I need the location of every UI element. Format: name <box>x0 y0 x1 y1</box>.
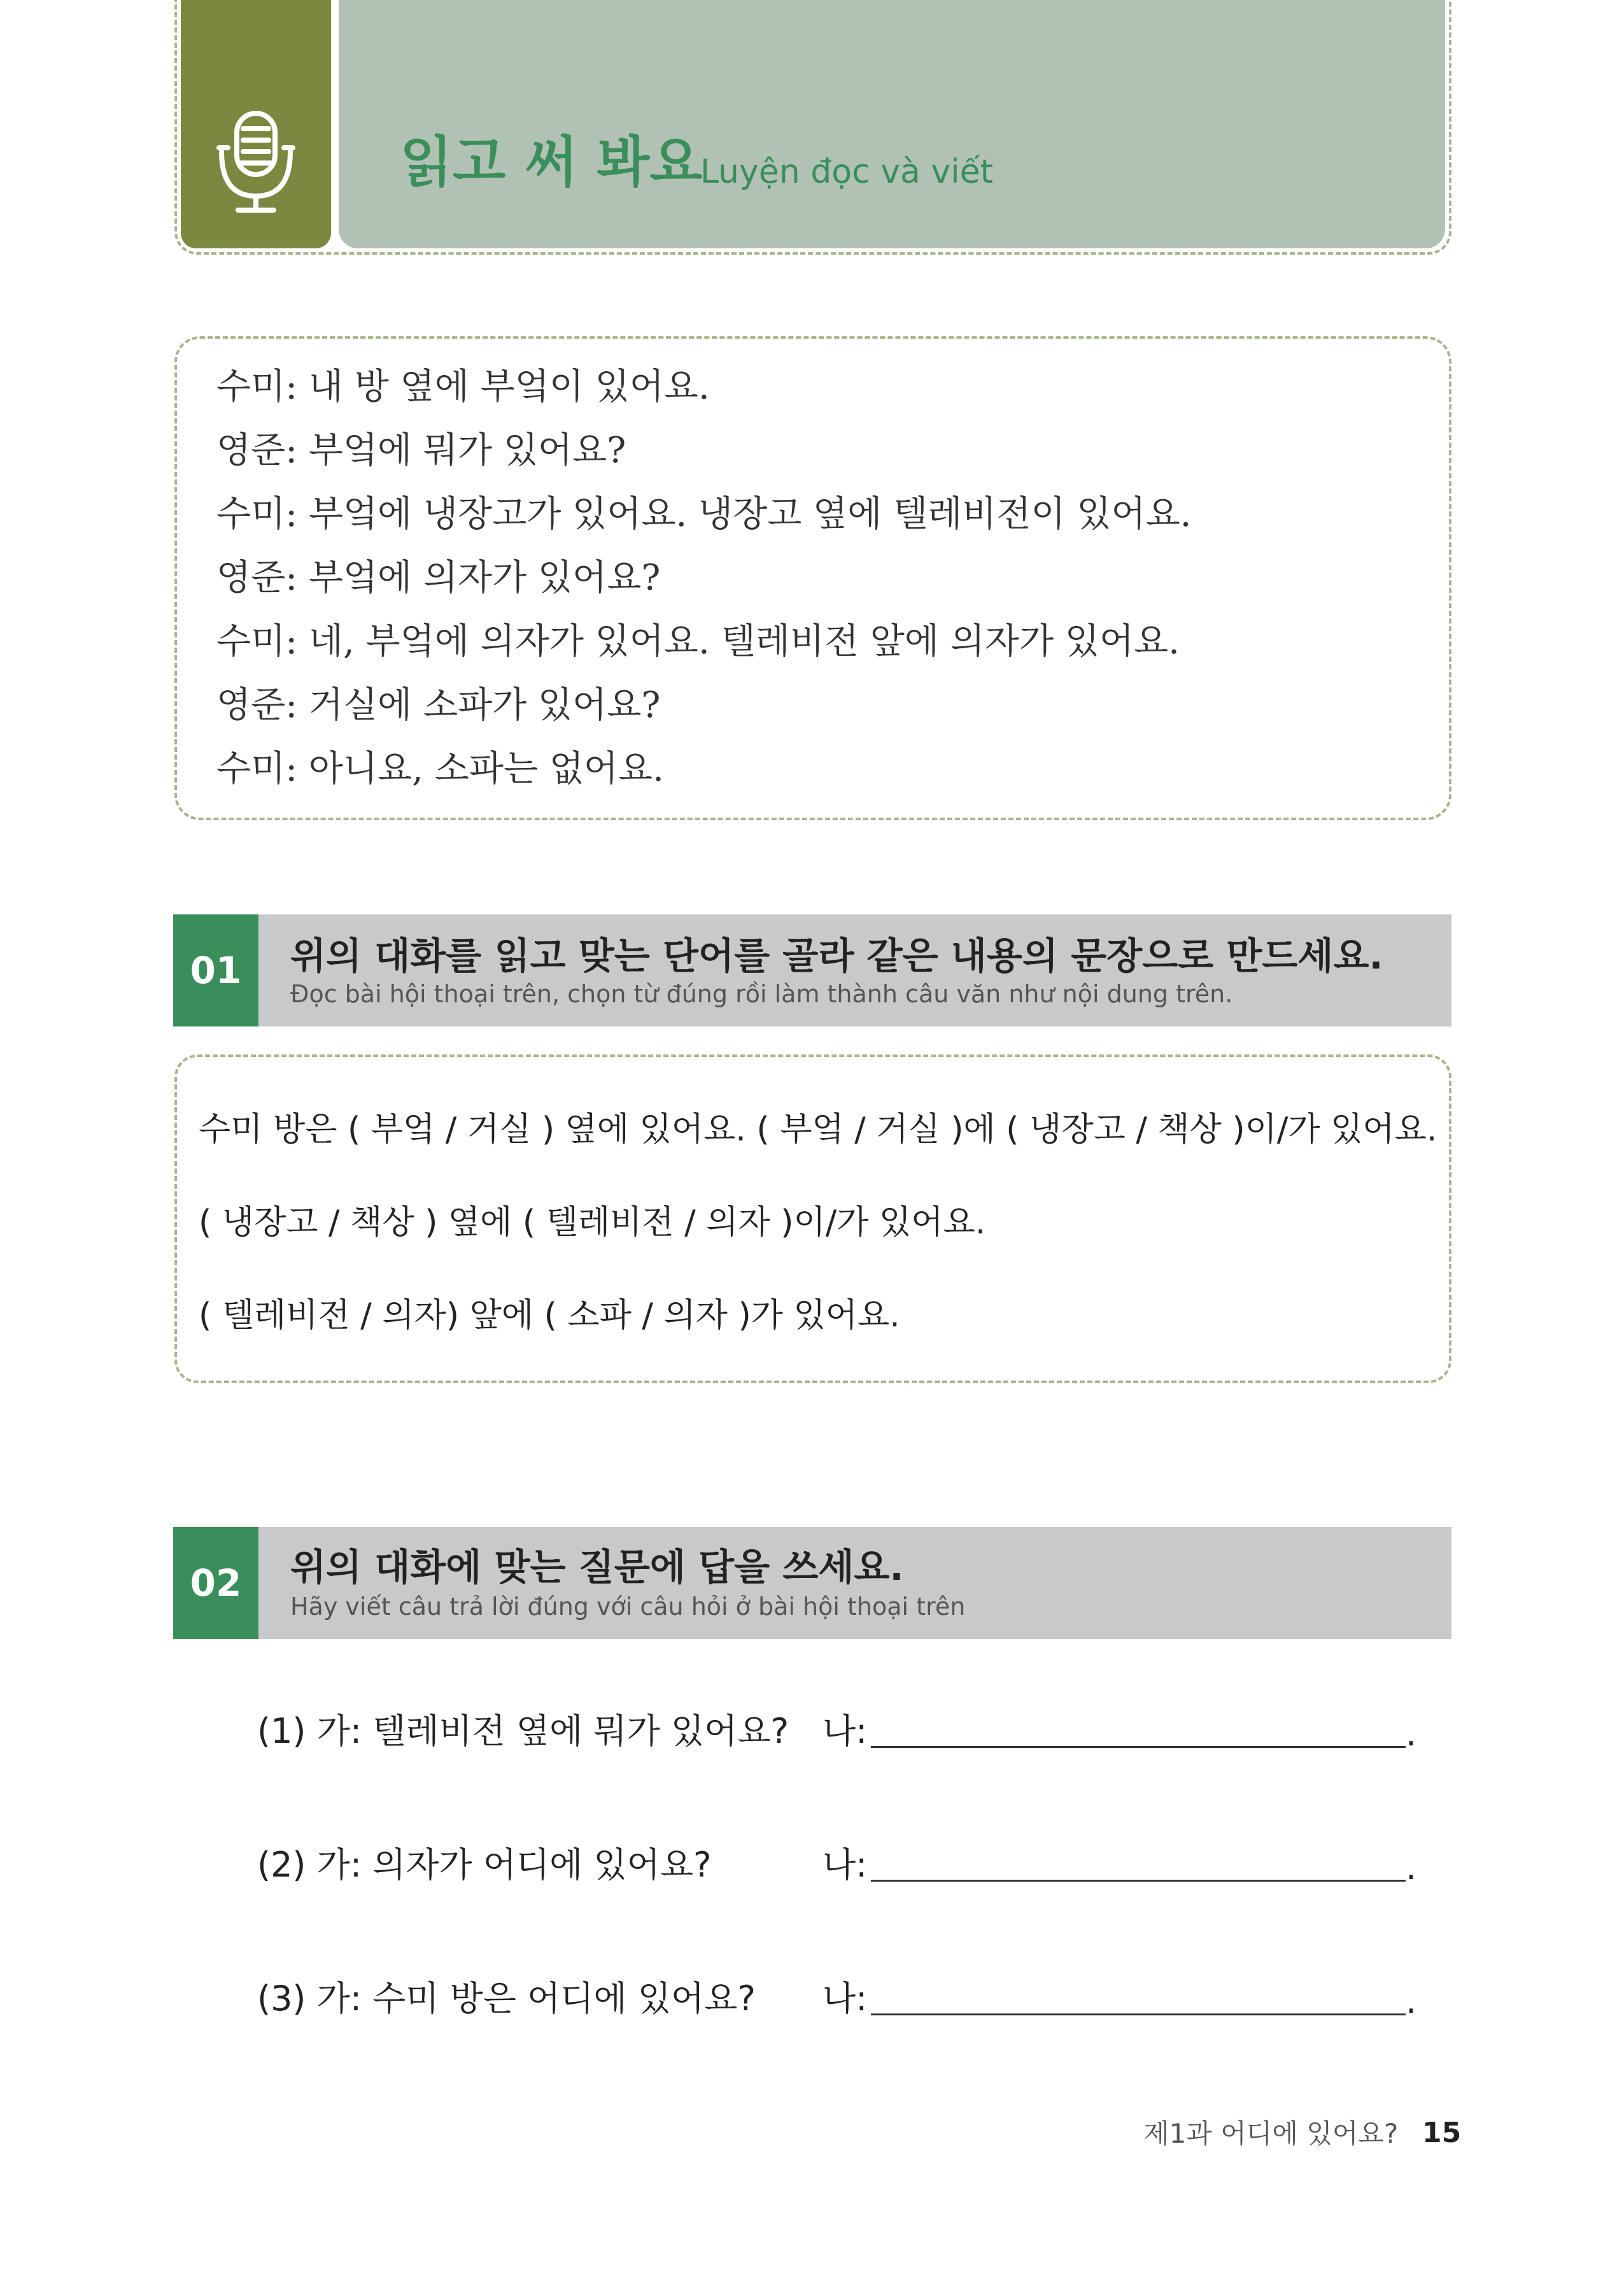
header-title-block <box>339 0 1445 248</box>
header-icon-block <box>181 0 331 248</box>
exercise-2-title: 위의 대화에 맞는 질문에 답을 쓰세요. <box>290 1545 904 1589</box>
microphone-icon <box>181 0 331 248</box>
answer-3-field[interactable] <box>871 2013 1406 2015</box>
question-3: (3) 가: 수미 방은 어디에 있어요? <box>257 1978 756 2019</box>
dialogue-line: 영준: 부엌에 의자가 있어요? <box>216 557 661 599</box>
dialogue-line: 영준: 거실에 소파가 있어요? <box>216 685 661 726</box>
answer-2-period: . <box>1406 1847 1417 1887</box>
answer-3-period: . <box>1406 1981 1417 2021</box>
question-1: (1) 가: 텔레비전 옆에 뭐가 있어요? <box>257 1711 789 1751</box>
answer-1-field[interactable] <box>871 1746 1406 1748</box>
answer-1-period: . <box>1406 1714 1417 1754</box>
exercise-1-number: 01 <box>173 914 258 1026</box>
page-number: 15 <box>1422 2117 1462 2149</box>
exercise-1-line: ( 냉장고 / 책상 ) 옆에 ( 텔레비전 / 의자 )이/가 있어요. <box>199 1203 986 1242</box>
page-title: 읽고 써 봐요 <box>400 131 703 194</box>
exercise-1-subtitle: Đọc bài hội thoại trên, chọn từ đúng rồi làm thành câu văn như nội dung trên. <box>290 980 1233 1008</box>
exercise-1-title: 위의 대화를 읽고 맞는 단어를 골라 같은 내용의 문장으로 만드세요. <box>290 934 1383 977</box>
footer-chapter: 제1과 어디에 있어요? <box>1143 2118 1399 2149</box>
answer-1-label: 나: <box>823 1711 868 1751</box>
exercise-2-subtitle: Hãy viết câu trả lời đúng với câu hỏi ở bài hội thoại trên <box>290 1593 966 1621</box>
dialogue-line: 수미: 부엌에 냉장고가 있어요. 냉장고 옆에 텔레비전이 있어요. <box>216 493 1192 535</box>
answer-3-label: 나: <box>823 1978 868 2019</box>
exercise-1-line: ( 텔레비전 / 의자) 앞에 ( 소파 / 의자 )가 있어요. <box>199 1296 900 1335</box>
dialogue-line: 영준: 부엌에 뭐가 있어요? <box>216 430 626 471</box>
dialogue-line: 수미: 아니요, 소파는 없어요. <box>216 748 664 790</box>
exercise-2-number: 02 <box>173 1527 258 1639</box>
answer-2-label: 나: <box>823 1845 868 1885</box>
answer-2-field[interactable] <box>871 1880 1406 1882</box>
dialogue-line: 수미: 네, 부엌에 의자가 있어요. 텔레비전 앞에 의자가 있어요. <box>216 621 1180 662</box>
dialogue-line: 수미: 내 방 옆에 부엌이 있어요. <box>216 366 710 408</box>
page-subtitle: Luyện đọc và viết <box>700 153 993 191</box>
exercise-1-line: 수미 방은 ( 부엌 / 거실 ) 옆에 있어요. ( 부엌 / 거실 )에 ( 냉장고 / 책상 )이/가 있어요. <box>199 1111 1437 1149</box>
question-2: (2) 가: 의자가 어디에 있어요? <box>257 1845 712 1885</box>
